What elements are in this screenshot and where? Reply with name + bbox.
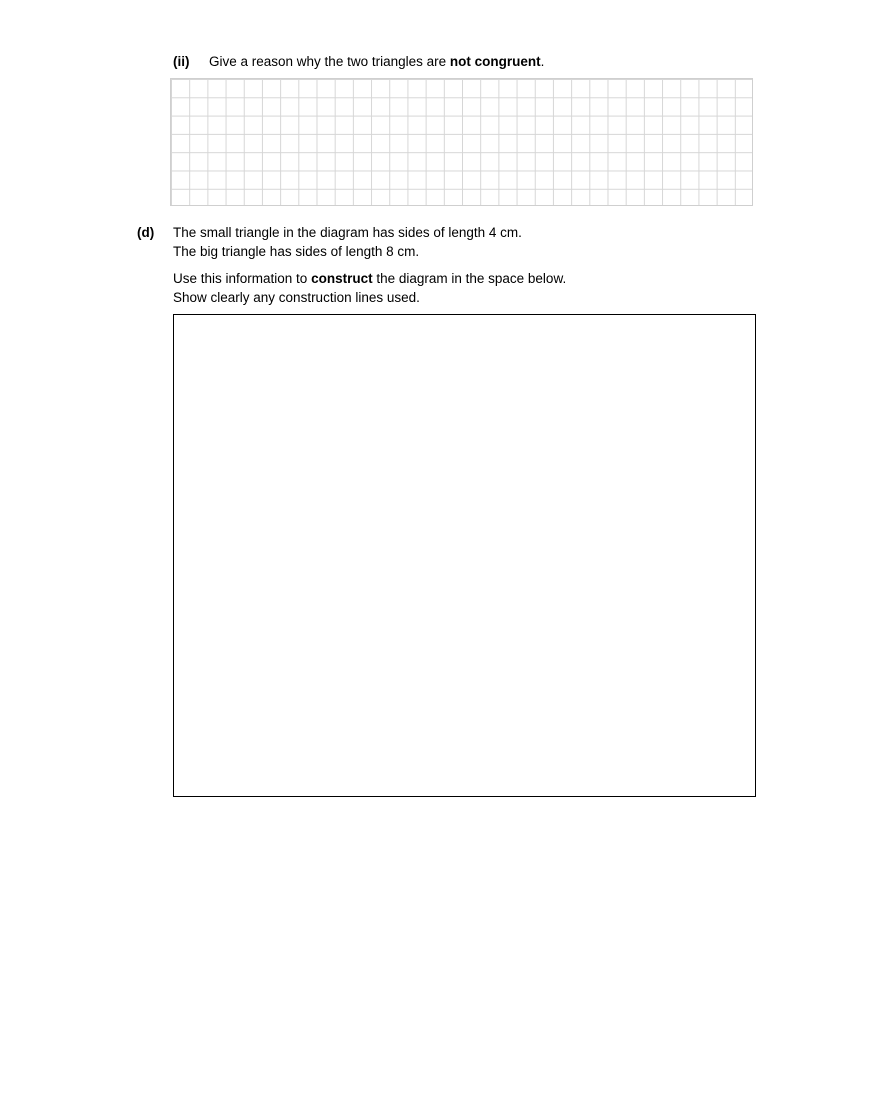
part-ii-emphasis: not congruent [449, 54, 541, 69]
part-ii-question [209, 54, 544, 70]
part-d-emphasis: construct [311, 271, 373, 286]
construction-answer-box[interactable] [173, 314, 756, 797]
part-d-line-3 [173, 271, 566, 287]
part-d-line-1: The small triangle in the diagram has sides of length 4 cm. [173, 225, 522, 240]
part-d-label: (d) [137, 225, 155, 240]
part-ii-text-after: . [540, 54, 545, 69]
part-d-line-4: Show clearly any construction lines used. [173, 290, 420, 305]
part-d-line-3-before: Use this information to [173, 271, 312, 286]
answer-grid[interactable] [170, 78, 753, 206]
part-ii-text-before: Give a reason why the two triangles are [209, 54, 450, 69]
part-d-line-3-after: the diagram in the space below. [372, 271, 567, 286]
part-ii-label: (ii) [173, 54, 190, 69]
part-d-line-2: The big triangle has sides of length 8 cm. [173, 244, 420, 259]
